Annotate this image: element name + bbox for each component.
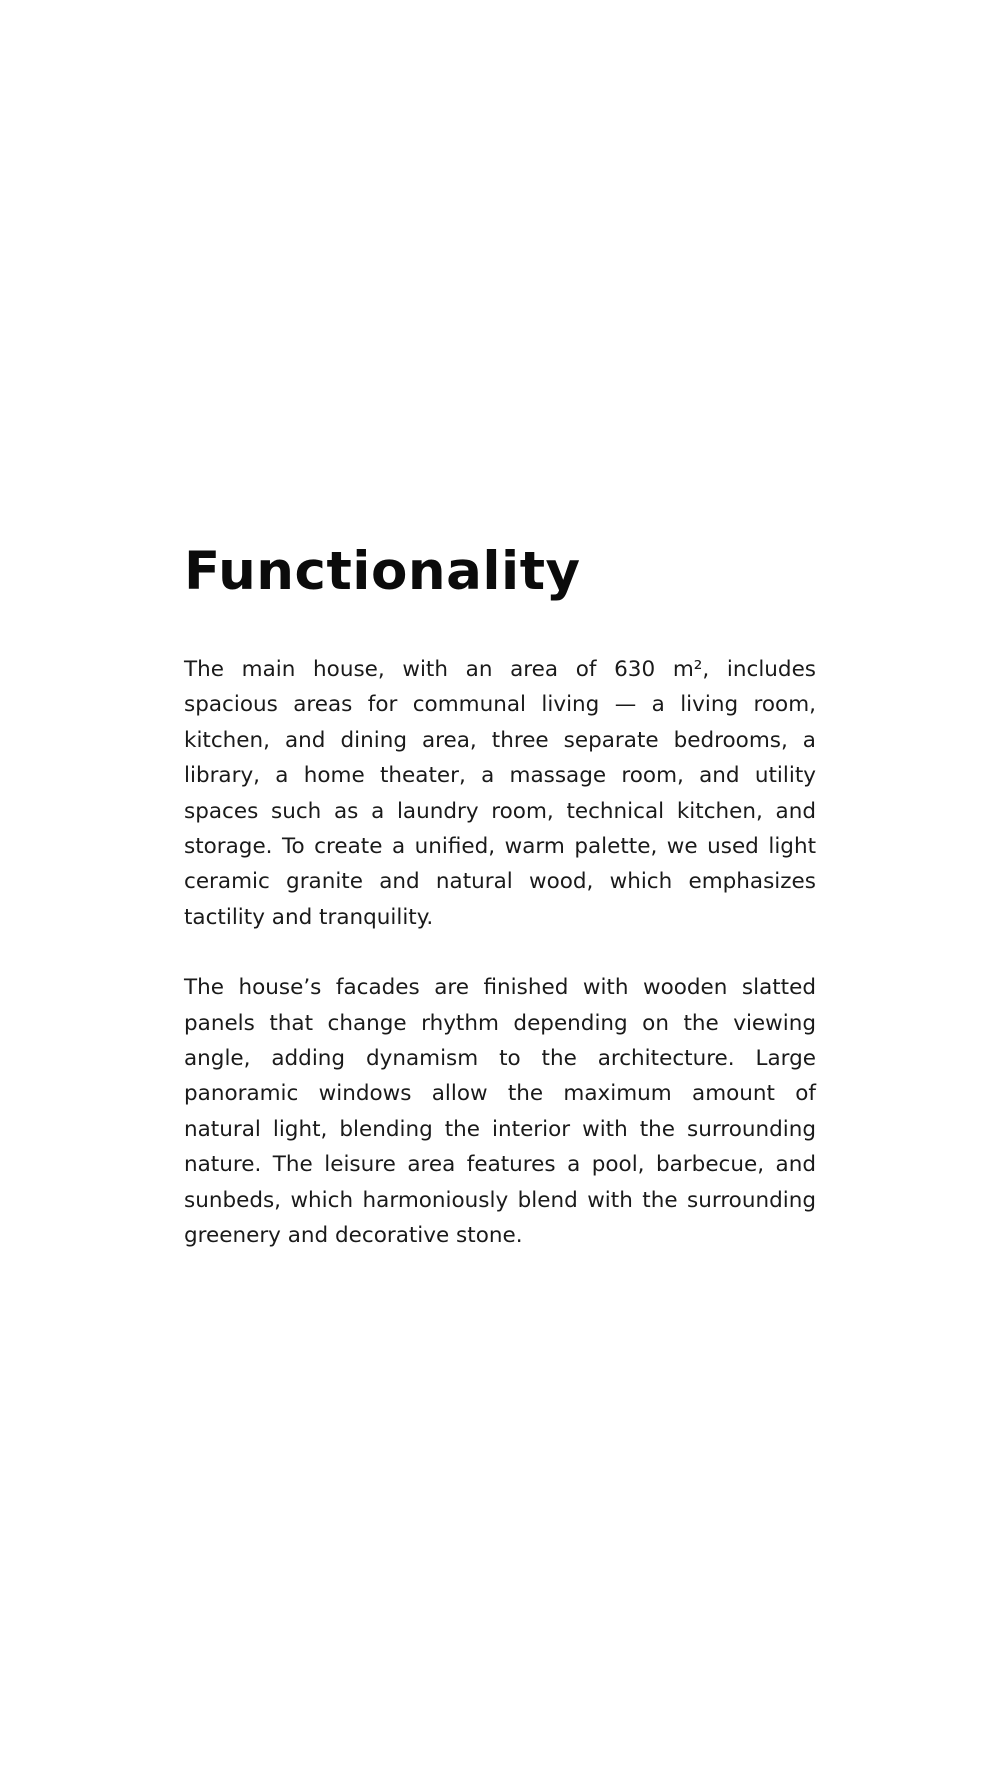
functionality-section	[184, 536, 816, 1289]
paragraph-main-house: The main house, with an area of 630 m², includes spacious areas for communal living — a living room, kitchen, and dining area, three separate bedrooms, a library, a home theater, a massage room, and utility spaces such as a laundry room, technical kitchen, and storage. To create a unified, warm palette, we used light ceramic granite and natural wood, which emphasizes tactility and tranquility.	[184, 657, 816, 930]
section-title: Functionality	[184, 541, 581, 602]
paragraph-facades: The house’s facades are finished with wooden slatted panels that change rhythm depending on the viewing angle, adding dynamism to the architecture. Large panoramic windows allow the maximum amount of natural light, blending the interior with the surrounding nature. The leisure area features a pool, barbecue, and sunbeds, which harmoniously blend with the surrounding greenery and decorative stone.	[184, 975, 816, 1249]
